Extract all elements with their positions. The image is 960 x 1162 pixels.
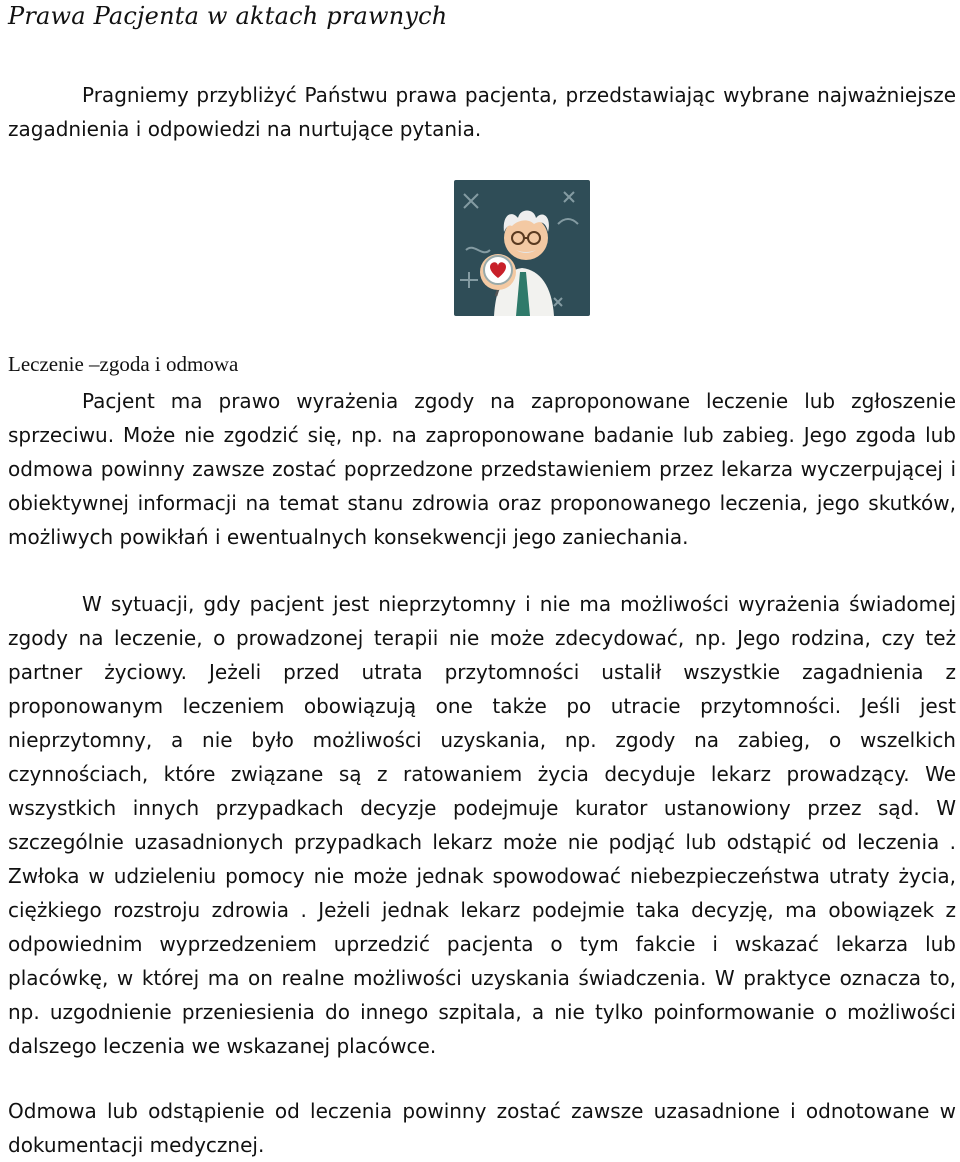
cartoon-doctor-holding-heart-icon: [454, 180, 590, 316]
section-heading: Leczenie –zgoda i odmowa: [8, 352, 239, 376]
section-paragraph-3: Odmowa lub odstąpienie od leczenia powinny zostać zawsze uzasadnione i odnotowane w dokumentacji medycznej.: [8, 1099, 956, 1157]
intro-paragraph: Pragniemy przybliżyć Państwu prawa pacjenta, przedstawiając wybrane najważniejsze zagadnienia i odpowiedzi na nurtujące pytania.: [8, 83, 956, 141]
section-paragraph-1: Pacjent ma prawo wyrażenia zgody na zaproponowane leczenie lub zgłoszenie sprzeciwu. Może nie zgodzić się, np. na zaproponowane badanie lub zabieg. Jego zgoda lub odmowa powinny zawsze zostać poprzedzone przedstawieniem przez lekarza wyczerpującej i obiektywnej informacji na temat stanu zdrowia oraz proponowanego leczenia, jego skutków, możliwych powikłań i ewentualnych konsekwencji jego zaniechania.: [8, 389, 956, 549]
doctor-heart-illustration: [454, 180, 590, 316]
section-paragraph-2: W sytuacji, gdy pacjent jest nieprzytomny i nie ma możliwości wyrażenia świadomej zgody na leczenie, o prowadzonej terapii nie może zdecydować, np. Jego rodzina, czy też partner życiowy. Jeżeli przed utrata przytomności ustalił wszystkie zagadnienia z proponowanym leczeniem obowiązują one także po utracie przytomności. Jeśli jest nieprzytomny, a nie było możliwości uzyskania, np. zgody na zabieg, o wszelkich czynnościach, które związane są z ratowaniem życia decyduje lekarz prowadzący. We wszystkich innych przypadkach decyzje podejmuje kurator ustanowiony przez sąd. W szczególnie uzasadnionych przypadkach lekarz może nie podjąć lub odstąpić od leczenia . Zwłoka w udzieleniu pomocy nie może jednak spowodować niebezpieczeństwa utraty życia, ciężkiego rozstroju zdrowia . Jeżeli jednak lekarz podejmie taka decyzję, ma obowiązek z odpowiednim wyprzedzeniem uprzedzić pacjenta o tym fakcie i wskazać lekarza lub placówkę, w której ma on realne możliwości uzyskania świadczenia. W praktyce oznacza to, np. uzgodnienie przeniesienia do innego szpitala, a nie tylko poinformowanie o możliwości dalszego leczenia we wskazanej placówce.: [8, 592, 956, 1058]
document-title: Prawa Pacjenta w aktach prawnych: [8, 2, 448, 30]
